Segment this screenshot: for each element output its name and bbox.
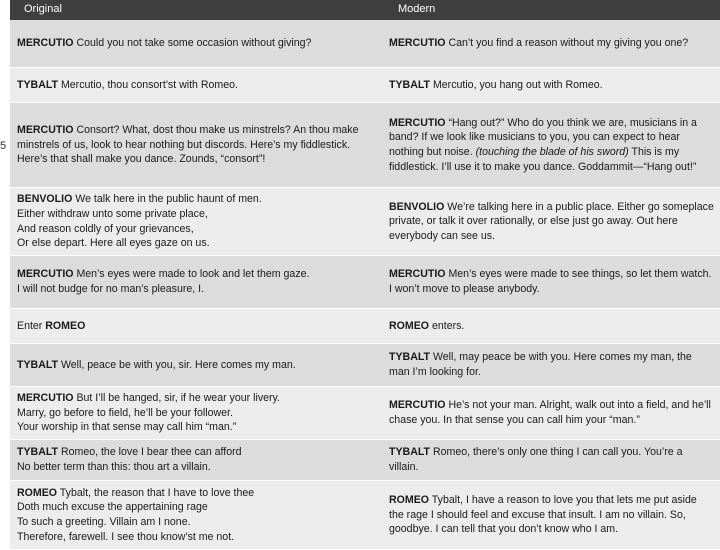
original-cell [10,481,386,549]
original-cell [10,440,386,480]
modern-text: This is my fiddlestick. I’ll use it to make you dance. Goddammit—“Hang out!” [389,146,697,173]
speaker: MERCUTIO [389,268,446,281]
original-text: Mercutio, thou consort’st with Romeo. [60,78,238,91]
original-cell [10,309,386,343]
stage-direction: Enter [17,319,43,332]
modern-cell [386,68,720,102]
original-text: Consort? What, dost thou make us minstrels? An thou make minstrels of us, look to hear nothing but discords. Here’s my fiddlestick. Here’s that shall make you dance. Zounds, “consort”! [17,124,359,166]
speaker: ROMEO [17,486,58,499]
modern-text: enters. [431,319,465,332]
table-row [10,20,720,68]
modern-text: We’re talking here in a public place. Either go someplace private, or talk it over rationally, or else just go away. Out here everybody can see us. [389,200,714,242]
original-text: But I’ll be hanged, sir, if he wear your livery. Marry, go before to field, he’ll be your follower. Your worship in that sense may call him “man.” [17,392,280,434]
original-text: We talk here in the public haunt of men. Either withdraw unto some private place, And reason coldly of your grievances, Or else depart. Here all eyes gaze on us. [17,193,262,250]
modern-cell [386,309,720,343]
table-row [10,387,720,440]
original-cell [10,387,386,439]
header-modern: Modern [398,3,436,15]
modern-cell [386,256,720,308]
speaker: MERCUTIO [389,116,446,129]
speaker: MERCUTIO [17,124,74,137]
speaker: TYBALT [17,446,58,459]
original-cell [10,68,386,102]
table-row [10,309,720,344]
modern-text: Tybalt, I have a reason to love you that lets me put aside the rage I should feel and excuse that insult. I am no villain. So, goodbye. I can tell that you don’t know who I am. [389,494,697,536]
modern-cell [386,344,720,386]
modern-cell [386,481,720,549]
modern-cell [386,103,720,187]
table-row [10,103,720,188]
speaker: MERCUTIO [389,37,446,50]
modern-text: Romeo, there’s only one thing I can call you. You’re a villain. [389,446,683,473]
original-text: Men’s eyes were made to look and let them gaze. I will not budge for no man’s pleasure, I. [17,268,310,295]
speaker: MERCUTIO [17,37,74,50]
speaker: BENVOLIO [17,193,73,206]
original-cell [10,256,386,308]
speaker: MERCUTIO [389,399,446,412]
original-text: Well, peace be with you, sir. Here comes my man. [60,358,296,371]
header-original: Original [24,3,62,15]
original-cell [10,344,386,386]
speaker: TYBALT [389,351,430,364]
original-text: Could you not take some occasion without giving? [76,37,312,50]
table-row [10,440,720,481]
table-header [10,0,720,20]
speaker: BENVOLIO [389,200,445,213]
stage-direction: (touching the blade of his sword) [475,146,629,158]
original-text: Tybalt, the reason that I have to love thee Doth much excuse the appertaining rage To such a greeting. Villain am I none. Therefore, farewell. I see thou know’st me not. [17,486,255,543]
modern-text: Mercutio, you hang out with Romeo. [432,78,603,91]
speaker: MERCUTIO [17,392,74,405]
modern-text: Well, may peace be with you. Here comes my man, the man I’m looking for. [389,351,692,378]
speaker: TYBALT [389,446,430,459]
table-row [10,256,720,309]
speaker: ROMEO [389,319,430,332]
modern-text: Men’s eyes were made to see things, so let them watch. I won’t move to please anybody. [389,268,712,295]
speaker: TYBALT [17,78,58,91]
speaker: ROMEO [389,494,430,507]
modern-text: He’s not your man. Alright, walk out into a field, and he’ll chase you. In that sense you can call him your “man.” [389,399,711,426]
modern-cell [386,440,720,480]
modern-cell [386,188,720,255]
speaker: TYBALT [17,358,58,371]
original-cell [10,20,386,67]
table-row [10,344,720,387]
speaker: ROMEO [45,319,86,332]
original-text: Romeo, the love I bear thee can afford No better term than this: thou art a villain. [17,446,242,473]
original-cell [10,188,386,255]
table-row [10,188,720,256]
modern-text: Can’t you find a reason without my giving you one? [448,37,689,50]
table-row [10,68,720,103]
modern-cell [386,387,720,439]
original-cell [10,103,386,187]
line-number: 5 [0,140,7,152]
modern-text: “Hang out?” Who do you think we are, musicians in a band? If we look like musicians to you, you can expect to hear nothing but noise. [389,116,697,158]
speaker: MERCUTIO [17,268,74,281]
modern-cell [386,20,720,67]
translation-table [10,20,720,550]
speaker: TYBALT [389,78,430,91]
